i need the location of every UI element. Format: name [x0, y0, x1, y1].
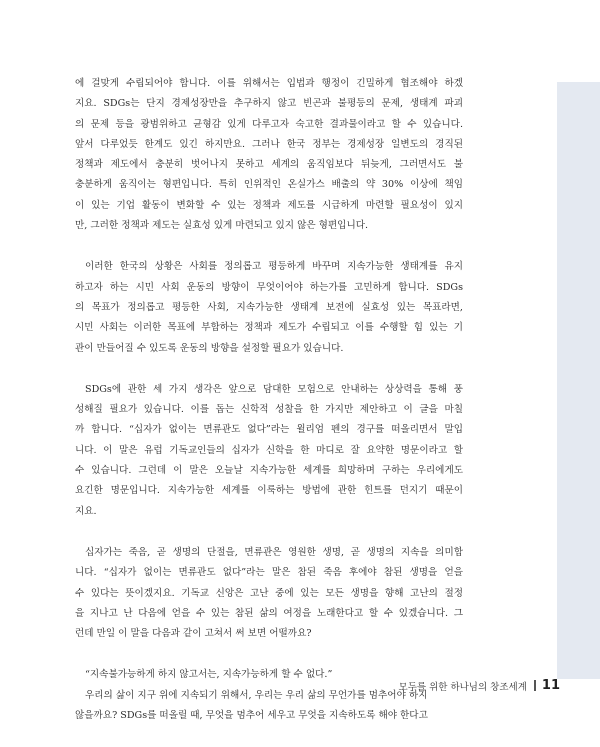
quote-line: “지속불가능하게 하지 않고서는, 지속가능하게 할 수 없다.”	[85, 669, 333, 681]
body-text	[75, 74, 463, 747]
page-footer	[360, 678, 560, 693]
text-line: 만, 그러한 정책과 제도는 실효성 있게 마련되고 있지 않은 형편입니다.	[75, 220, 369, 232]
paragraph-4	[75, 543, 463, 644]
text-line: 의 문제 등을 광범위하고 균형감 있게 다루고자 숙고한 결과물이라고 할 수 있습니다.	[75, 118, 463, 130]
text-line: SDGs에 관한 세 가지 생각은 앞으로 담대한 모험으로 안내하는 상상력을 통해 풍	[85, 383, 463, 395]
text-line: 이러한 한국의 상황은 사회를 정의롭고 평등하게 바꾸며 지속가능한 생태계를 유지	[85, 261, 463, 273]
text-line: 니다. “십자가 없이는 면류관도 없다”라는 말은 참된 죽음 후에야 참된 생명을 얻을	[75, 567, 463, 579]
text-line: 하고자 하는 시민 사회 운동의 방향이 무엇이어야 하는가를 고민하게 합니다. SDGs	[75, 281, 463, 293]
text-line: 런데 만일 이 말을 다음과 같이 고쳐서 써 보면 어떨까요?	[75, 628, 312, 640]
text-line: 이 있는 기업 활동이 변화할 수 있는 정책과 제도를 시급하게 마련할 필요성이 있지	[75, 199, 463, 211]
paragraph-1	[75, 74, 463, 236]
text-line: 않을까요? SDGs를 떠올릴 때, 무엇을 멈추어 세우고 무엇을 지속하도록 해야 한다고	[75, 710, 428, 722]
footer-divider	[534, 680, 536, 691]
paragraph-2	[75, 257, 463, 358]
text-line: 시민 사회는 이러한 목표에 부합하는 정책과 제도가 수립되고 이를 수행할 힘 있는 기	[75, 322, 463, 334]
text-line: 충분하게 움직이는 형편입니다. 특히 인위적인 온실가스 배출의 약 30% 이상에 책임	[75, 179, 463, 191]
text-line: 의 목표가 정의롭고 평등한 사회, 지속가능한 생태계 보전에 실효성 있는 목표라면,	[75, 301, 463, 313]
page-number: 11	[541, 678, 560, 693]
running-title: 모두를 위한 하나님의 창조세계	[398, 681, 527, 693]
text-line: 지요. SDGs는 단지 경제성장만을 추구하지 않고 빈곤과 불평등의 문제, 생태계 파괴	[75, 98, 463, 110]
text-line: 요긴한 명문입니다. 지속가능한 세계를 이룩하는 방법에 관한 힌트를 던지기 때문이	[75, 485, 463, 497]
text-line: 니다. 이 말은 유럽 기독교인들의 십자가 신학을 한 마디로 잘 요약한 명문이라고 할	[75, 444, 463, 456]
text-line: 성해질 필요가 있습니다. 이를 돕는 신학적 성찰을 한 가지만 제안하고 이 글을 마칠	[75, 404, 463, 416]
text-line: 관이 만들어질 수 있도록 운동의 방향을 설정할 필요가 있습니다.	[75, 342, 344, 354]
text-line: 에 걸맞게 수립되어야 합니다. 이를 위해서는 입법과 행정이 긴밀하게 협조해야 하겠	[75, 78, 463, 89]
text-line: 정책과 제도에서 충분히 벗어나지 못하고 세계의 움직임보다 뒤늦게, 그러면서도 불	[75, 159, 463, 171]
paragraph-5	[75, 665, 463, 726]
text-line: 십자가는 죽음, 곧 생명의 단절을, 면류관은 영원한 생명, 곧 생명의 지속을 의미합	[85, 546, 463, 558]
text-line: 우리의 삶이 지구 위에 지속되기 위해서, 우리는 우리 삶의 무언가를 멈추어야 하지	[85, 689, 428, 701]
text-line: 을 지나고 난 다음에 얻을 수 있는 참된 삶의 여정을 노래한다고 할 수 있겠습니다. 그	[75, 607, 463, 619]
paragraph-3	[75, 380, 463, 522]
text-line: 지요.	[75, 505, 97, 517]
text-line: 수 있습니다. 그런데 이 말은 오늘날 지속가능한 세계를 희망하며 구하는 우리에게도	[75, 465, 463, 477]
text-line: 까 합니다. “십자가 없이는 면류관도 없다”라는 윌리엄 펜의 경구를 떠올리면서 말입	[75, 424, 463, 436]
text-line: 수 있다는 뜻이겠지요. 기독교 신앙은 고난 중에 있는 모든 생명을 향해 고난의 절정	[75, 587, 463, 599]
side-color-band	[557, 82, 600, 679]
text-line: 앞서 다루었듯 한계도 있긴 하지만요. 그러나 한국 정부는 경제성장 일변도의 경직된	[75, 138, 463, 150]
